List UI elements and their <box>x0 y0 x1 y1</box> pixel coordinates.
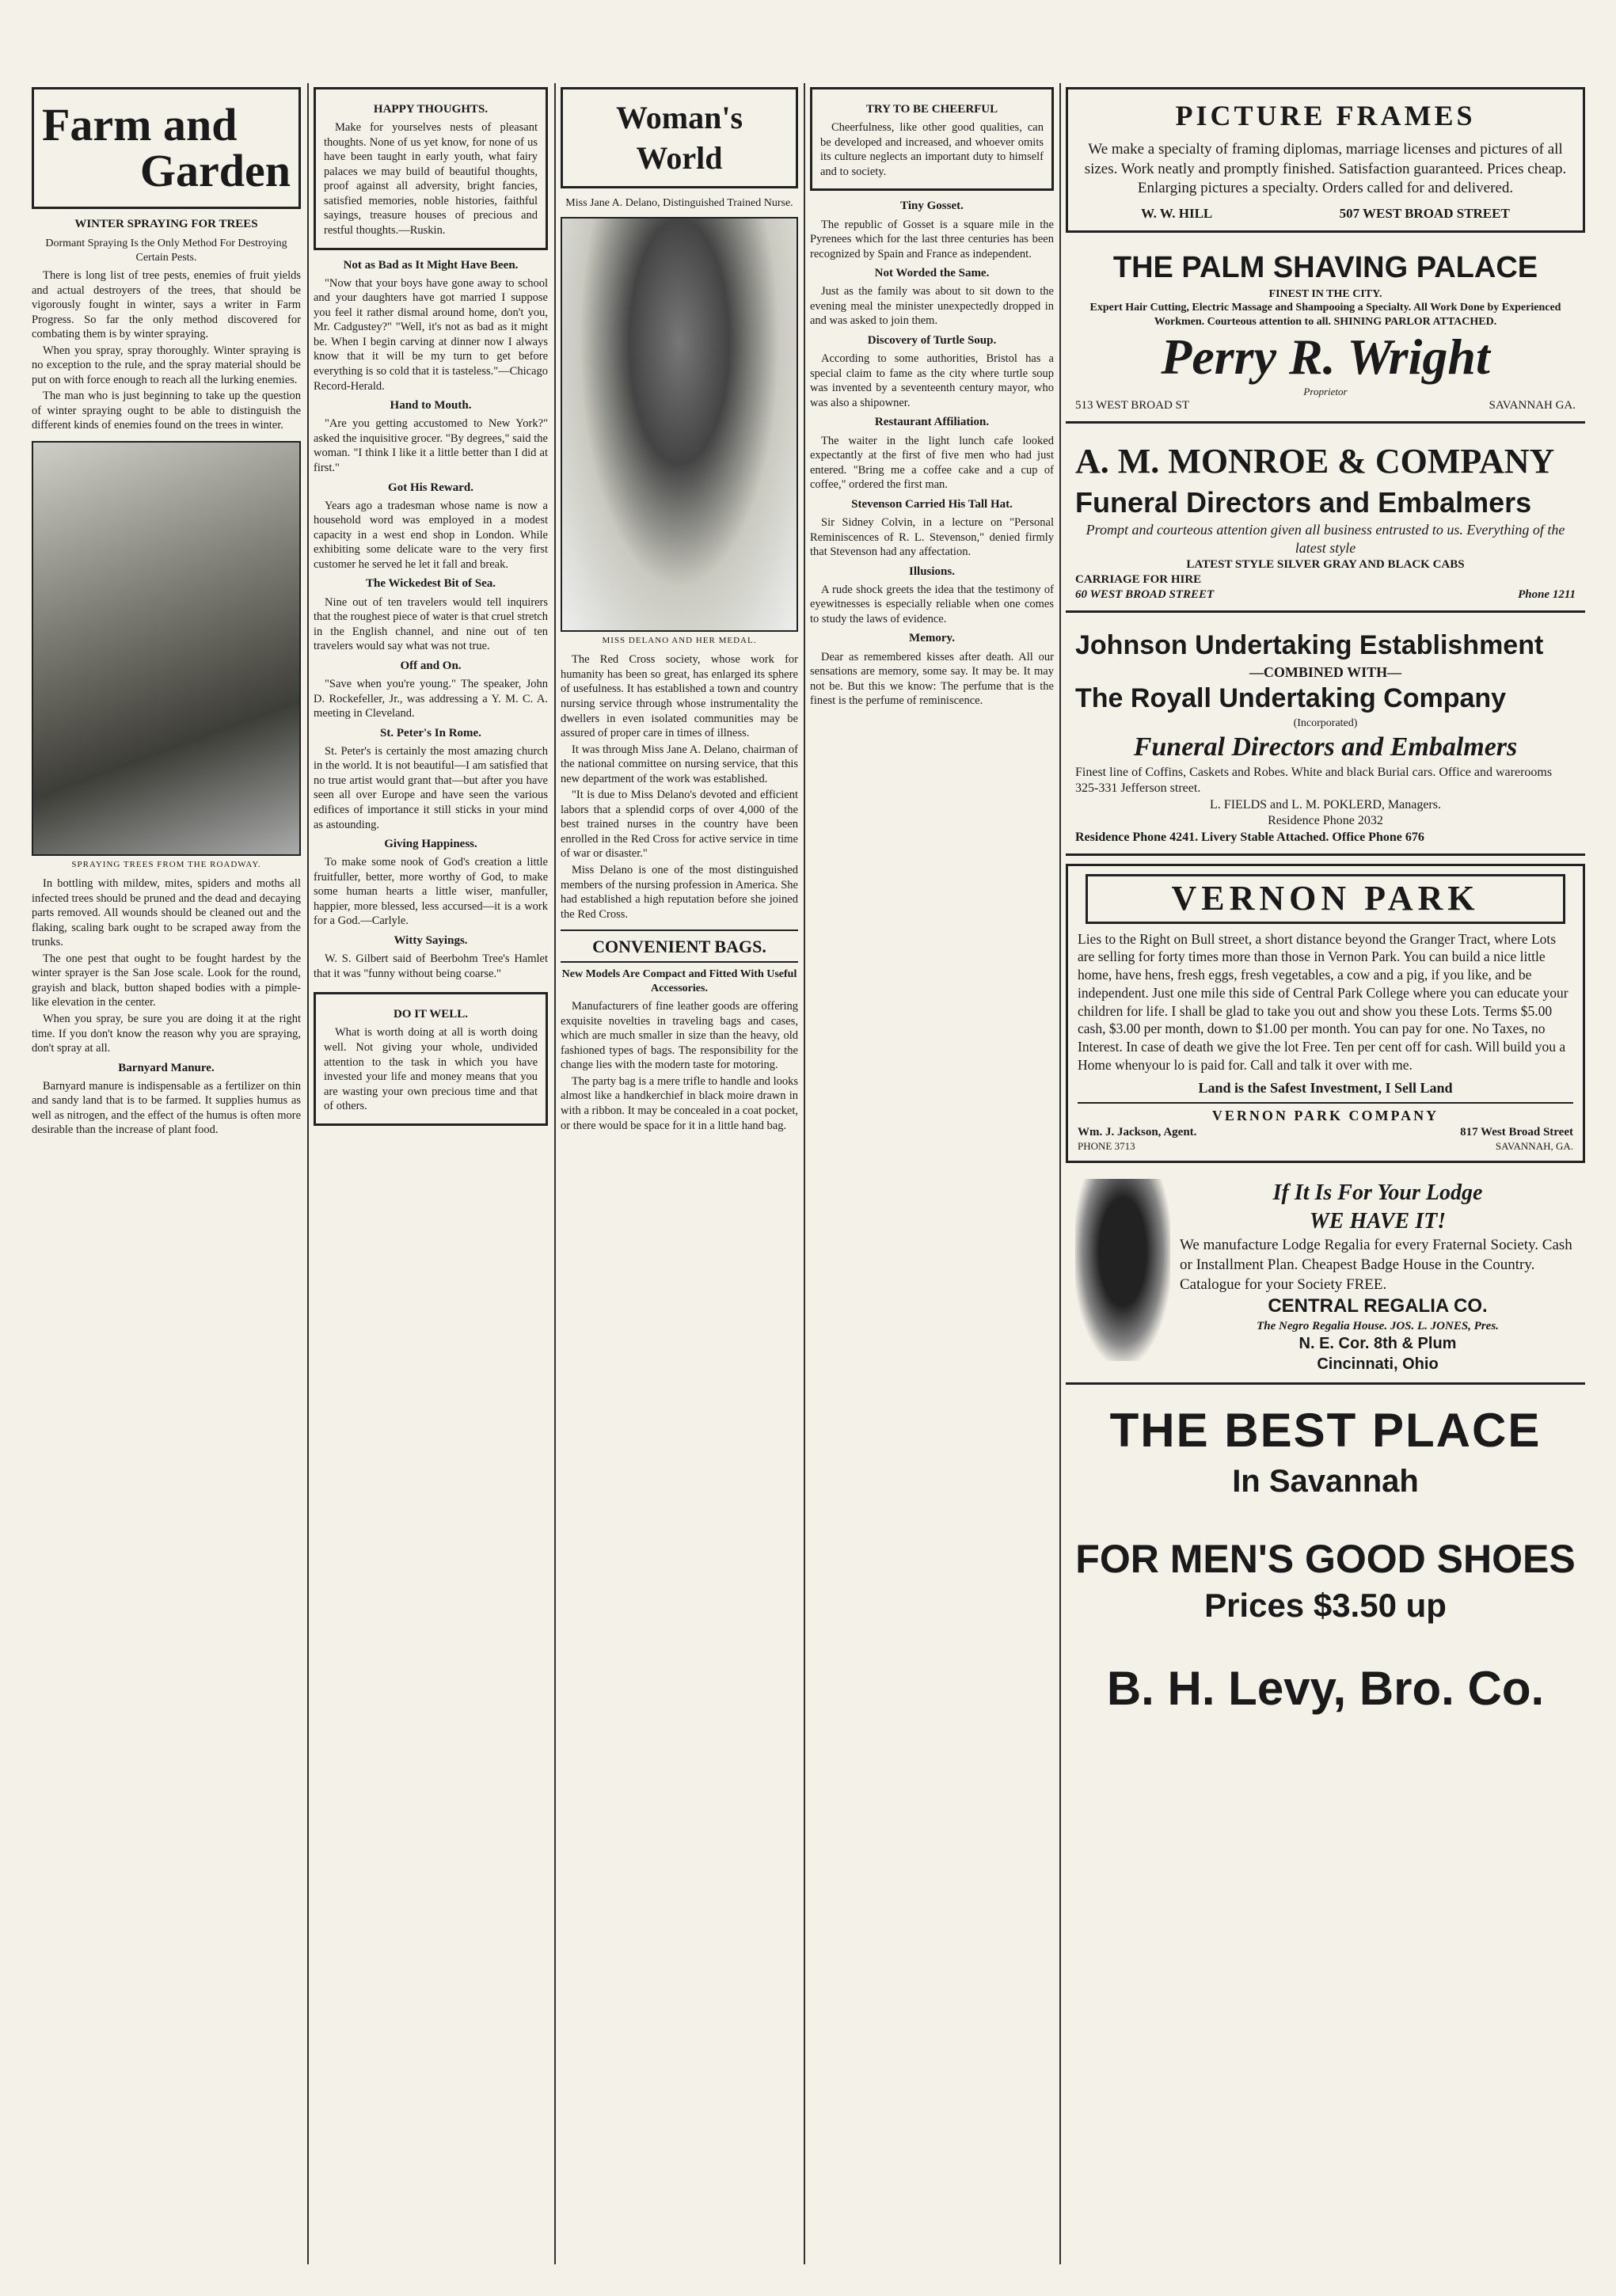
vernon-city: SAVANNAH, GA. <box>1495 1139 1573 1152</box>
regalia-title-1: If It Is For Your Lodge <box>1272 1180 1483 1206</box>
palm-role: Proprietor <box>1303 385 1348 397</box>
bags-text: The party bag is a mere trifle to handle and looks almost like a handkerchief in black moire drawn in with a ribbon. It may be concealed in a coat pocket, or there would be space for it in a little hand bag. <box>561 1074 798 1132</box>
article-heading: Restaurant Affiliation. <box>874 416 990 429</box>
central-regalia-ad <box>1066 1171 1585 1385</box>
happy-thoughts-text: Make for yourselves nests of pleasant thoughts. None of us yet know, for none of us have been taught in early youth, what fairy palaces we may build of beautiful thoughts, proof against all adversity, bright fancies, satisfied memories, noble histories, faithful sayings, treasure houses of precious and restful thoughts.—Ruskin. <box>324 121 538 238</box>
palm-subtitle: FINEST IN THE CITY. <box>1268 287 1382 300</box>
article-heading: Stevenson Carried His Tall Hat. <box>851 497 1013 511</box>
levy-savannah: In Savannah <box>1232 1464 1419 1500</box>
miscellany-column <box>314 87 548 2264</box>
do-it-well-title: DO IT WELL. <box>393 1008 469 1021</box>
frames-text: We make a specialty of framing diplomas, marriage licenses and pictures of all sizes. Work neatly and promptly finished. Satisfaction guaranteed. Prices cheap. Enlarging pictures a specialty. Orders called for and delivered. <box>1084 141 1567 197</box>
vernon-slogan: Land is the Safest Investment, I Sell Land <box>1198 1079 1453 1096</box>
do-it-well-box <box>314 992 548 1125</box>
article-heading: Off and On. <box>400 659 462 672</box>
article-heading: The Wickedest Bit of Sea. <box>365 577 496 591</box>
farm-para: The man who is just beginning to take up the question of winter spraying ought to be able to distinguish the different kinds of enemies found on the trees in winter. <box>32 390 301 432</box>
bags-deck: New Models Are Compact and Fitted With Useful Accessories. <box>561 968 797 995</box>
monroe-ad <box>1066 431 1585 613</box>
frames-name: W. W. HILL <box>1141 206 1213 222</box>
regalia-title-2: WE HAVE IT! <box>1309 1209 1447 1234</box>
regalia-city: Cincinnati, Ohio <box>1317 1355 1439 1373</box>
happy-thoughts-box <box>314 87 548 250</box>
frames-address: 507 WEST BROAD STREET <box>1339 206 1510 222</box>
article-text: Just as the family was about to sit down to the evening meal the minister unexpectedly dropped in and was asked to join them. <box>810 285 1054 328</box>
woman-para: The Red Cross society, whose work for humanity has been so great, has enlarged its sphere of usefulness. It has established a town and country nursing service through whose instrumentality the dwellers in even isolated communities may be assured of proper care in times of illness. <box>561 653 798 740</box>
spraying-photo <box>32 441 301 856</box>
levy-best-place: THE BEST PLACE <box>1109 1404 1542 1458</box>
regalia-company: CENTRAL REGALIA CO. <box>1268 1295 1488 1317</box>
farm-masthead <box>32 87 301 209</box>
johnson-text: Finest line of Coffins, Caskets and Robes. White and black Burial cars. Office and warerooms 325-331 Jefferson street. <box>1075 765 1553 796</box>
johnson-residence: Residence Phone 2032 <box>1268 814 1383 828</box>
article-heading: Not Worded the Same. <box>874 267 990 280</box>
monroe-footer <box>1075 587 1576 603</box>
vernon-phone: PHONE 3713 <box>1078 1139 1135 1152</box>
article-heading: Memory. <box>909 632 955 645</box>
johnson-title: Johnson Undertaking Establishment <box>1075 630 1544 661</box>
article-heading: Illusions. <box>909 564 955 578</box>
column-rule <box>1059 83 1061 2264</box>
cheerful-text: Cheerfulness, like other good qualities, can be developed and increased, and whoever omits its culture neglects an important duty to himself and to society. <box>820 121 1044 178</box>
advertisements-column <box>1066 87 1585 2264</box>
monroe-subtitle: Funeral Directors and Embalmers <box>1075 485 1532 519</box>
johnson-combined: —COMBINED WITH— <box>1249 663 1402 680</box>
article-heading: Tiny Gosset. <box>900 200 964 213</box>
article-heading: Got His Reward. <box>388 481 473 494</box>
article-text: According to some authorities, Bristol has a special claim to fame as the city where turtle soup was invented by a seventeenth century mayor, who was also a shipowner. <box>810 352 1054 409</box>
article-heading: Not as Bad as It Might Have Been. <box>343 258 519 272</box>
johnson-incorporated: (Incorporated) <box>1293 717 1358 729</box>
do-it-well-text: What is worth doing at all is worth doing well. Not giving your whole, undivided attention to the task in which you have invested your life and money means that you are wasting your own precious time and that of others. <box>324 1026 538 1113</box>
farm-para: There is long list of tree pests, enemies of fruit yields and actual destroyers of the trees, that should be vigorously fought in winter, says a writer in Farm Progress. So far the only method discovered for combating them is by winter spraying. <box>32 269 301 341</box>
vernon-footer <box>1078 1102 1573 1154</box>
farm-para: When you spray, spray thoroughly. Winter spraying is no exception to the rule, and the spray material should be put on with force enough to reach all the lurking enemies. <box>32 344 301 386</box>
vernon-address: 817 West Broad Street <box>1460 1125 1573 1138</box>
delano-photo <box>561 217 798 632</box>
palm-title: THE PALM SHAVING PALACE <box>1112 250 1538 284</box>
regalia-tagline: The Negro Regalia House. JOS. L. JONES, Pres. <box>1257 1319 1499 1332</box>
palm-shaving-ad <box>1066 241 1585 424</box>
article-text: Sir Sidney Colvin, in a lecture on "Personal Reminiscences of R. L. Stevenson," denied firmly that Stevenson had any affectation. <box>810 515 1054 559</box>
cheerful-title: TRY TO BE CHEERFUL <box>865 103 998 116</box>
johnson-funeral-directors: Funeral Directors and Embalmers <box>1133 732 1518 762</box>
masthead-line-2: Garden <box>139 145 291 196</box>
article-heading: St. Peter's In Rome. <box>380 726 481 739</box>
monroe-phone: Phone 1211 <box>1518 588 1576 602</box>
article-text: St. Peter's is certainly the most amazing church in the world. It is not beautiful—I am satisfied that no true artist would grant that—but after you have seen all over Europe and have seen the various edifices of importance it still sticks in your mind as astounding. <box>314 744 548 831</box>
vernon-text: Lies to the Right on Bull street, a short distance beyond the Granger Tract, where Lots are selling for forty times more than those in Vernon Park. You can build a nice little home, have hens, fresh eggs, fresh vegetables, a cow and a pig, if you like, and be independent. Just one mile this side of Central Park College where you can educate your children for life. I shall be glad to take you out and show you these Lots. Terms $5.00 cash, $3.00 per month, down to $1.00 per month. You can pay for one. No Taxes, no Interest. In case of death we give the lot Free. Ten per cent off for cash. Will build you a Home whenyour lo is paid for. Call and talk it over with me. <box>1078 930 1568 1073</box>
photo-caption: MISS DELANO AND HER MEDAL. <box>602 636 757 646</box>
short-items-column <box>810 87 1054 2264</box>
barnyard-heading: Barnyard Manure. <box>118 1061 215 1074</box>
johnson-phones: Residence Phone 4241. Livery Stable Attached. Office Phone 676 <box>1075 830 1424 844</box>
picture-frames-ad <box>1066 87 1585 233</box>
womans-world-title: Woman's World <box>615 100 743 177</box>
cheerful-box <box>810 87 1054 191</box>
monroe-address: 60 WEST BROAD STREET <box>1075 588 1215 602</box>
woman-para: It was through Miss Jane A. Delano, chairman of the national committee on nursing service, that this new department of the work was established. <box>561 743 798 785</box>
bags-heading-box <box>561 929 798 963</box>
vernon-title: VERNON PARK <box>1086 874 1565 923</box>
bags-title: CONVENIENT BAGS. <box>592 937 766 957</box>
regalia-mask-illustration <box>1075 1179 1170 1361</box>
farm-para: The one pest that ought to be fought hardest by the winter sprayer is the San Jose scale. Look for the round, grayish and black, button shaped bodies with a pimple-like elevation in the center. <box>32 952 301 1009</box>
woman-para: "It is due to Miss Delano's devoted and efficient labors that a splendid corps of over 4,000 of the best trained nurses in the country have been enrolled in the Red Cross for active service in time of war or disaster." <box>561 789 798 861</box>
vernon-agent-row <box>1078 1125 1573 1140</box>
vernon-company: VERNON PARK COMPANY <box>1211 1107 1439 1123</box>
article-heading: Discovery of Turtle Soup. <box>867 334 997 348</box>
palm-text: Expert Hair Cutting, Electric Massage and Shampooing a Specialty. All Work Done by Experienced Workmen. Courteous attention to all. SHINING PARLOR ATTACHED. <box>1089 302 1561 329</box>
johnson-managers: L. FIELDS and L. M. POKLERD, Managers. <box>1210 797 1441 812</box>
woman-para: Miss Delano is one of the most distinguished members of the nursing profession in America. She had established a high reputation before she joined the Red Cross. <box>561 864 798 921</box>
vernon-agent: Wm. J. Jackson, Agent. <box>1078 1125 1197 1138</box>
photo-caption: SPRAYING TREES FROM THE ROADWAY. <box>71 860 261 870</box>
article-heading: Giving Happiness. <box>384 838 477 851</box>
article-text: A rude shock greets the idea that the testimony of eyewitnesses is especially reliable when one comes to study the laws of evidence. <box>810 583 1054 625</box>
vernon-park-ad <box>1066 864 1585 1163</box>
article-heading: Witty Sayings. <box>394 934 468 948</box>
levy-price: Prices $3.50 up <box>1204 1587 1447 1625</box>
monroe-cabs: LATEST STYLE SILVER GRAY AND BLACK CABS <box>1186 557 1465 571</box>
vernon-phone-row <box>1078 1140 1573 1154</box>
article-text: Dear as remembered kisses after death. All our sensations are memory, some say. It may be. It may not be. But this we know: The perfume that is the finest is the perfume of reminiscence. <box>810 650 1054 708</box>
barnyard-text: Barnyard manure is indispensable as a fertilizer on thin and sandy land that is to be farmed. It supplies humus as well as nitrogen, and the effect of the humus is often more desirable than the increase of plant food. <box>32 1079 301 1137</box>
farm-deck: Dormant Spraying Is the Only Method For Destroying Certain Pests. <box>45 238 287 264</box>
article-text: To make some nook of God's creation a little fruitfuller, better, more worthy of God, to make some human hearts a little wiser, manfuller, happier, more blessed, less accursed—it is a work for a God.—Carlyle. <box>314 856 548 928</box>
palm-address: 513 WEST BROAD ST <box>1075 399 1190 412</box>
womans-world-masthead <box>561 87 798 188</box>
regalia-address: N. E. Cor. 8th & Plum <box>1299 1335 1457 1353</box>
article-text: Years ago a tradesman whose name is now a household word was employed in a modest capacity in a west end shop in London. While exhibiting some delicate ware to the very first customer he served he let it fall and break. <box>314 499 548 571</box>
frames-title: PICTURE FRAMES <box>1175 100 1476 131</box>
article-text: W. S. Gilbert said of Beerbohm Tree's Hamlet that it was "funny without being coarse." <box>314 952 548 980</box>
monroe-text: Prompt and courteous attention given all business entrusted to us. Everything of the latest style <box>1086 521 1565 556</box>
levy-shoes-ad <box>1066 1393 1585 1720</box>
column-rule <box>804 83 805 2264</box>
article-text: "Save when you're young." The speaker, John D. Rockefeller, Jr., was addressing a Y. M. C. A. meeting in Cleveland. <box>314 677 548 720</box>
levy-shoes: FOR MEN'S GOOD SHOES <box>1075 1537 1576 1582</box>
article-heading: Hand to Mouth. <box>390 399 472 412</box>
article-text: "Now that your boys have gone away to school and your daughters have got married I suppose you feel it rather dismal around home, don't you, Mr. Cadgustey?" "Well, it's not as bad as it might be. When I begin carving at dinner now I always know that it will be my turn to get before everything is so cold that it is tasteless."—Chicago Record-Herald. <box>314 276 548 393</box>
farm-garden-column <box>32 87 301 2264</box>
levy-company: B. H. Levy, Bro. Co. <box>1106 1662 1545 1716</box>
happy-thoughts-title: HAPPY THOUGHTS. <box>373 103 489 116</box>
bags-text: Manufacturers of fine leather goods are offering exquisite novelties in traveling bags and cases, which are much smaller in size than the heavy, old fashioned types of bags. The responsibility for the change lies with the modern taste for motoring. <box>561 1000 798 1072</box>
farm-para: When you spray, be sure you are doing it at the right time. If you don't know the reason why you are spraying, don't spray at all. <box>32 1013 301 1055</box>
masthead-line-1: Farm and <box>42 99 238 150</box>
regalia-body <box>1180 1179 1576 1374</box>
article-text: The republic of Gosset is a square mile in the Pyrenees which for the last three centuries has been recognized by Spain and France as independent. <box>810 218 1054 260</box>
palm-proprietor-name: Perry R. Wright <box>1161 329 1490 386</box>
johnson-undertaking-ad <box>1066 621 1585 856</box>
monroe-hire: CARRIAGE FOR HIRE <box>1075 573 1202 587</box>
palm-city: SAVANNAH GA. <box>1489 399 1576 412</box>
monroe-title: A. M. MONROE & COMPANY <box>1075 442 1555 481</box>
column-rule <box>554 83 556 2264</box>
farm-para: In bottling with mildew, mites, spiders and moths all infected trees should be pruned and the dead and decaying parts removed. All wounds should be cleaned out and the flaking, scaling bark ought to be scraped away from the trunks. <box>32 877 301 949</box>
article-text: "Are you getting accustomed to New York?" asked the inquisitive grocer. "By degrees," said the woman. "I think I like it a little better than I did at first." <box>314 417 548 474</box>
regalia-text: We manufacture Lodge Regalia for every Fraternal Society. Cash or Installment Plan. Cheapest Badge House in the Country. Catalogue for your Society FREE. <box>1180 1237 1572 1293</box>
palm-footer <box>1075 398 1576 413</box>
farm-headline: WINTER SPRAYING FOR TREES <box>74 218 258 230</box>
frames-footer <box>1078 205 1573 222</box>
johnson-royall: The Royall Undertaking Company <box>1075 683 1507 713</box>
womans-world-column <box>561 87 798 2264</box>
womans-world-subtitle: Miss Jane A. Delano, Distinguished Trained Nurse. <box>565 197 793 210</box>
column-rule <box>307 83 309 2264</box>
article-text: Nine out of ten travelers would tell inquirers that the roughest piece of water is that cruel stretch in the English channel, and nine out of ten travelers would say what was not true. <box>314 595 548 653</box>
article-text: The waiter in the light lunch cafe looked expectantly at the first of five men who had just entered. "Bring me a coffee cake and a cup of coffee," ordered the first man. <box>810 434 1054 492</box>
